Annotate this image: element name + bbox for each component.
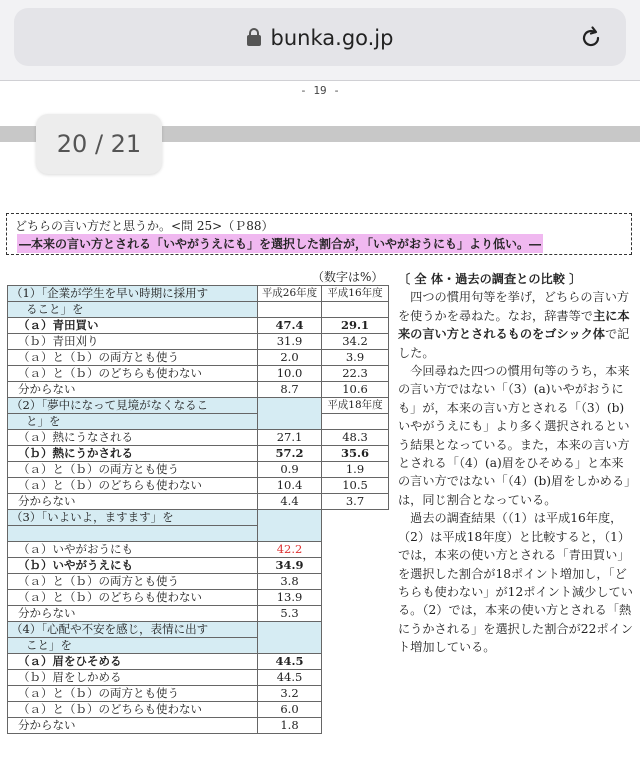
question-header-row [8, 622, 389, 638]
question-header-row [8, 286, 389, 302]
url-display[interactable] [14, 26, 626, 50]
page-marker: - 19 - [300, 84, 340, 97]
question-label: （4）「心配や不安を感じ，表情に出す [8, 622, 258, 638]
row-label: 分からない [8, 718, 258, 734]
row-label: （ａ）青田買い [8, 318, 258, 334]
value-past [322, 686, 389, 702]
value-current: 3.8 [258, 574, 322, 590]
row-label: （ａ）と（ｂ）のどちらも使わない [8, 366, 258, 382]
table-row [8, 590, 389, 606]
value-past: 1.9 [322, 462, 389, 478]
reload-icon[interactable] [578, 25, 604, 51]
table-row [8, 430, 389, 446]
table-row [8, 334, 389, 350]
value-current: 57.2 [258, 446, 322, 462]
value-current: 10.4 [258, 478, 322, 494]
question-label-cont: と」を [8, 414, 258, 430]
value-past: 35.6 [322, 446, 389, 462]
table-row [8, 462, 389, 478]
value-current: 2.0 [258, 350, 322, 366]
value-current: 42.2 [258, 542, 322, 558]
row-label: （ｂ）熱にうかされる [8, 446, 258, 462]
column-header: 平成18年度 [322, 398, 389, 414]
url-text: bunka.go.jp [270, 26, 394, 50]
row-label: 分からない [8, 382, 258, 398]
lock-icon [247, 35, 261, 46]
table-row [8, 670, 389, 686]
row-label: （ａ）と（ｂ）の両方とも使う [8, 686, 258, 702]
row-label: （ａ）と（ｂ）の両方とも使う [8, 350, 258, 366]
value-current: 47.4 [258, 318, 322, 334]
table-row [8, 494, 389, 510]
table-row [8, 382, 389, 398]
table-row [8, 350, 389, 366]
value-past: 3.7 [322, 494, 389, 510]
column-header: 平成16年度 [322, 286, 389, 302]
table-row [8, 446, 389, 462]
value-past [322, 590, 389, 606]
value-current: 1.8 [258, 718, 322, 734]
question-label-cont: ること」を [8, 302, 258, 318]
table-row [8, 558, 389, 574]
browser-toolbar [0, 0, 640, 81]
value-current: 34.9 [258, 558, 322, 574]
commentary-heading: 〔 全 体・過去の調査との比較 〕 [398, 272, 582, 286]
value-current: 10.0 [258, 366, 322, 382]
value-current: 27.1 [258, 430, 322, 446]
table-row [8, 366, 389, 382]
value-past [322, 718, 389, 734]
row-label: （ａ）と（ｂ）の両方とも使う [8, 462, 258, 478]
column-header: 平成26年度 [258, 286, 322, 302]
row-label: （ａ）と（ｂ）のどちらも使わない [8, 478, 258, 494]
row-label: （ｂ）眉をしかめる [8, 670, 258, 686]
value-past: 22.3 [322, 366, 389, 382]
value-current: 31.9 [258, 334, 322, 350]
table-row [8, 542, 389, 558]
row-label: （ａ）と（ｂ）のどちらも使わない [8, 590, 258, 606]
row-label: （ｂ）いやがうえにも [8, 558, 258, 574]
value-past: 34.2 [322, 334, 389, 350]
value-past [322, 558, 389, 574]
question-header-row [8, 510, 389, 526]
question-label: （2）「夢中になって見境がなくなるこ [8, 398, 258, 414]
table-row [8, 318, 389, 334]
question-box [6, 213, 632, 255]
address-bar[interactable] [14, 8, 626, 66]
value-past [322, 670, 389, 686]
value-current: 0.9 [258, 462, 322, 478]
row-label: 分からない [8, 494, 258, 510]
value-past [322, 654, 389, 670]
question-header-row [8, 638, 389, 654]
question-label: （1）「企業が学生を早い時期に採用す [8, 286, 258, 302]
value-past: 29.1 [322, 318, 389, 334]
commentary-p2: 今回尋ねた四つの慣用句等のうち，本来の言い方ではない「（3）(a)いやがおうにも」が，本来の言い方とされる「（3）(b)いやがうえにも」より多く選択されるという結果となっている。また，本来の言い方とされる「（4）(a)眉をひそめる」と本来の言い方ではない「（4）(b)眉をしかめる」は，同じ割合となっている。 [398, 364, 631, 507]
table-row [8, 654, 389, 670]
value-past [322, 606, 389, 622]
question-header-row [8, 414, 389, 430]
commentary-p3: 過去の調査結果（（1）は平成16年度，（2）は平成18年度）と比較すると，（1）では，本来の使い方とされる「青田買い」を選択した割合が18ポイント増加し，「どちらも使わない」が12ポイント減少している。（2）では，本来の使い方とされる「熱にうかされる」を選択した割合が22ポイント増加している。 [398, 511, 633, 655]
value-current: 8.7 [258, 382, 322, 398]
commentary-p1 [398, 288, 634, 362]
question-summary: ―本来の言い方とされる「いやがうえにも」を選択した割合が，「いやがおうにも」より低い。― [17, 234, 543, 253]
commentary-p1-c: で記した。 [398, 327, 630, 360]
table-row [8, 606, 389, 622]
table-row [8, 718, 389, 734]
commentary-p1-a: 四つの慣用句等を挙げ，どちらの言い方を使うかを尋ねた。なお，辞書等で [398, 290, 630, 323]
row-label: （ａ）いやがおうにも [8, 542, 258, 558]
commentary [398, 270, 634, 657]
value-current: 44.5 [258, 654, 322, 670]
table-row [8, 686, 389, 702]
value-current: 3.2 [258, 686, 322, 702]
row-label: （ａ）眉をひそめる [8, 654, 258, 670]
value-current: 5.3 [258, 606, 322, 622]
row-label: （ａ）熱にうなされる [8, 430, 258, 446]
table-row [8, 702, 389, 718]
value-past: 10.5 [322, 478, 389, 494]
commentary-p1-bold: 主に本来の言い方とされるものをゴシック体 [398, 308, 630, 342]
value-past: 10.6 [322, 382, 389, 398]
value-past [322, 702, 389, 718]
value-past [322, 542, 389, 558]
question-header-row [8, 302, 389, 318]
table-row [8, 574, 389, 590]
results-table [7, 285, 389, 734]
question-label-cont: こと」を [8, 638, 258, 654]
row-label: （ａ）と（ｂ）のどちらも使わない [8, 702, 258, 718]
units-note: （数字は%） [312, 270, 384, 284]
value-current: 44.5 [258, 670, 322, 686]
table-row [8, 478, 389, 494]
question-header-row [8, 526, 389, 542]
value-past [322, 574, 389, 590]
value-current: 6.0 [258, 702, 322, 718]
value-current: 13.9 [258, 590, 322, 606]
row-label: （ｂ）青田刈り [8, 334, 258, 350]
question-header-row [8, 398, 389, 414]
question-label: （3）「いよいよ，ますます」を [8, 510, 258, 526]
page-counter: 20 / 21 [36, 114, 162, 174]
row-label: （ａ）と（ｂ）の両方とも使う [8, 574, 258, 590]
value-current: 4.4 [258, 494, 322, 510]
question-title: どちらの言い方だと思うか。<問 25>（Ｐ88） [15, 219, 274, 233]
row-label: 分からない [8, 606, 258, 622]
value-past: 48.3 [322, 430, 389, 446]
question-label-cont [8, 526, 258, 542]
value-past: 3.9 [322, 350, 389, 366]
